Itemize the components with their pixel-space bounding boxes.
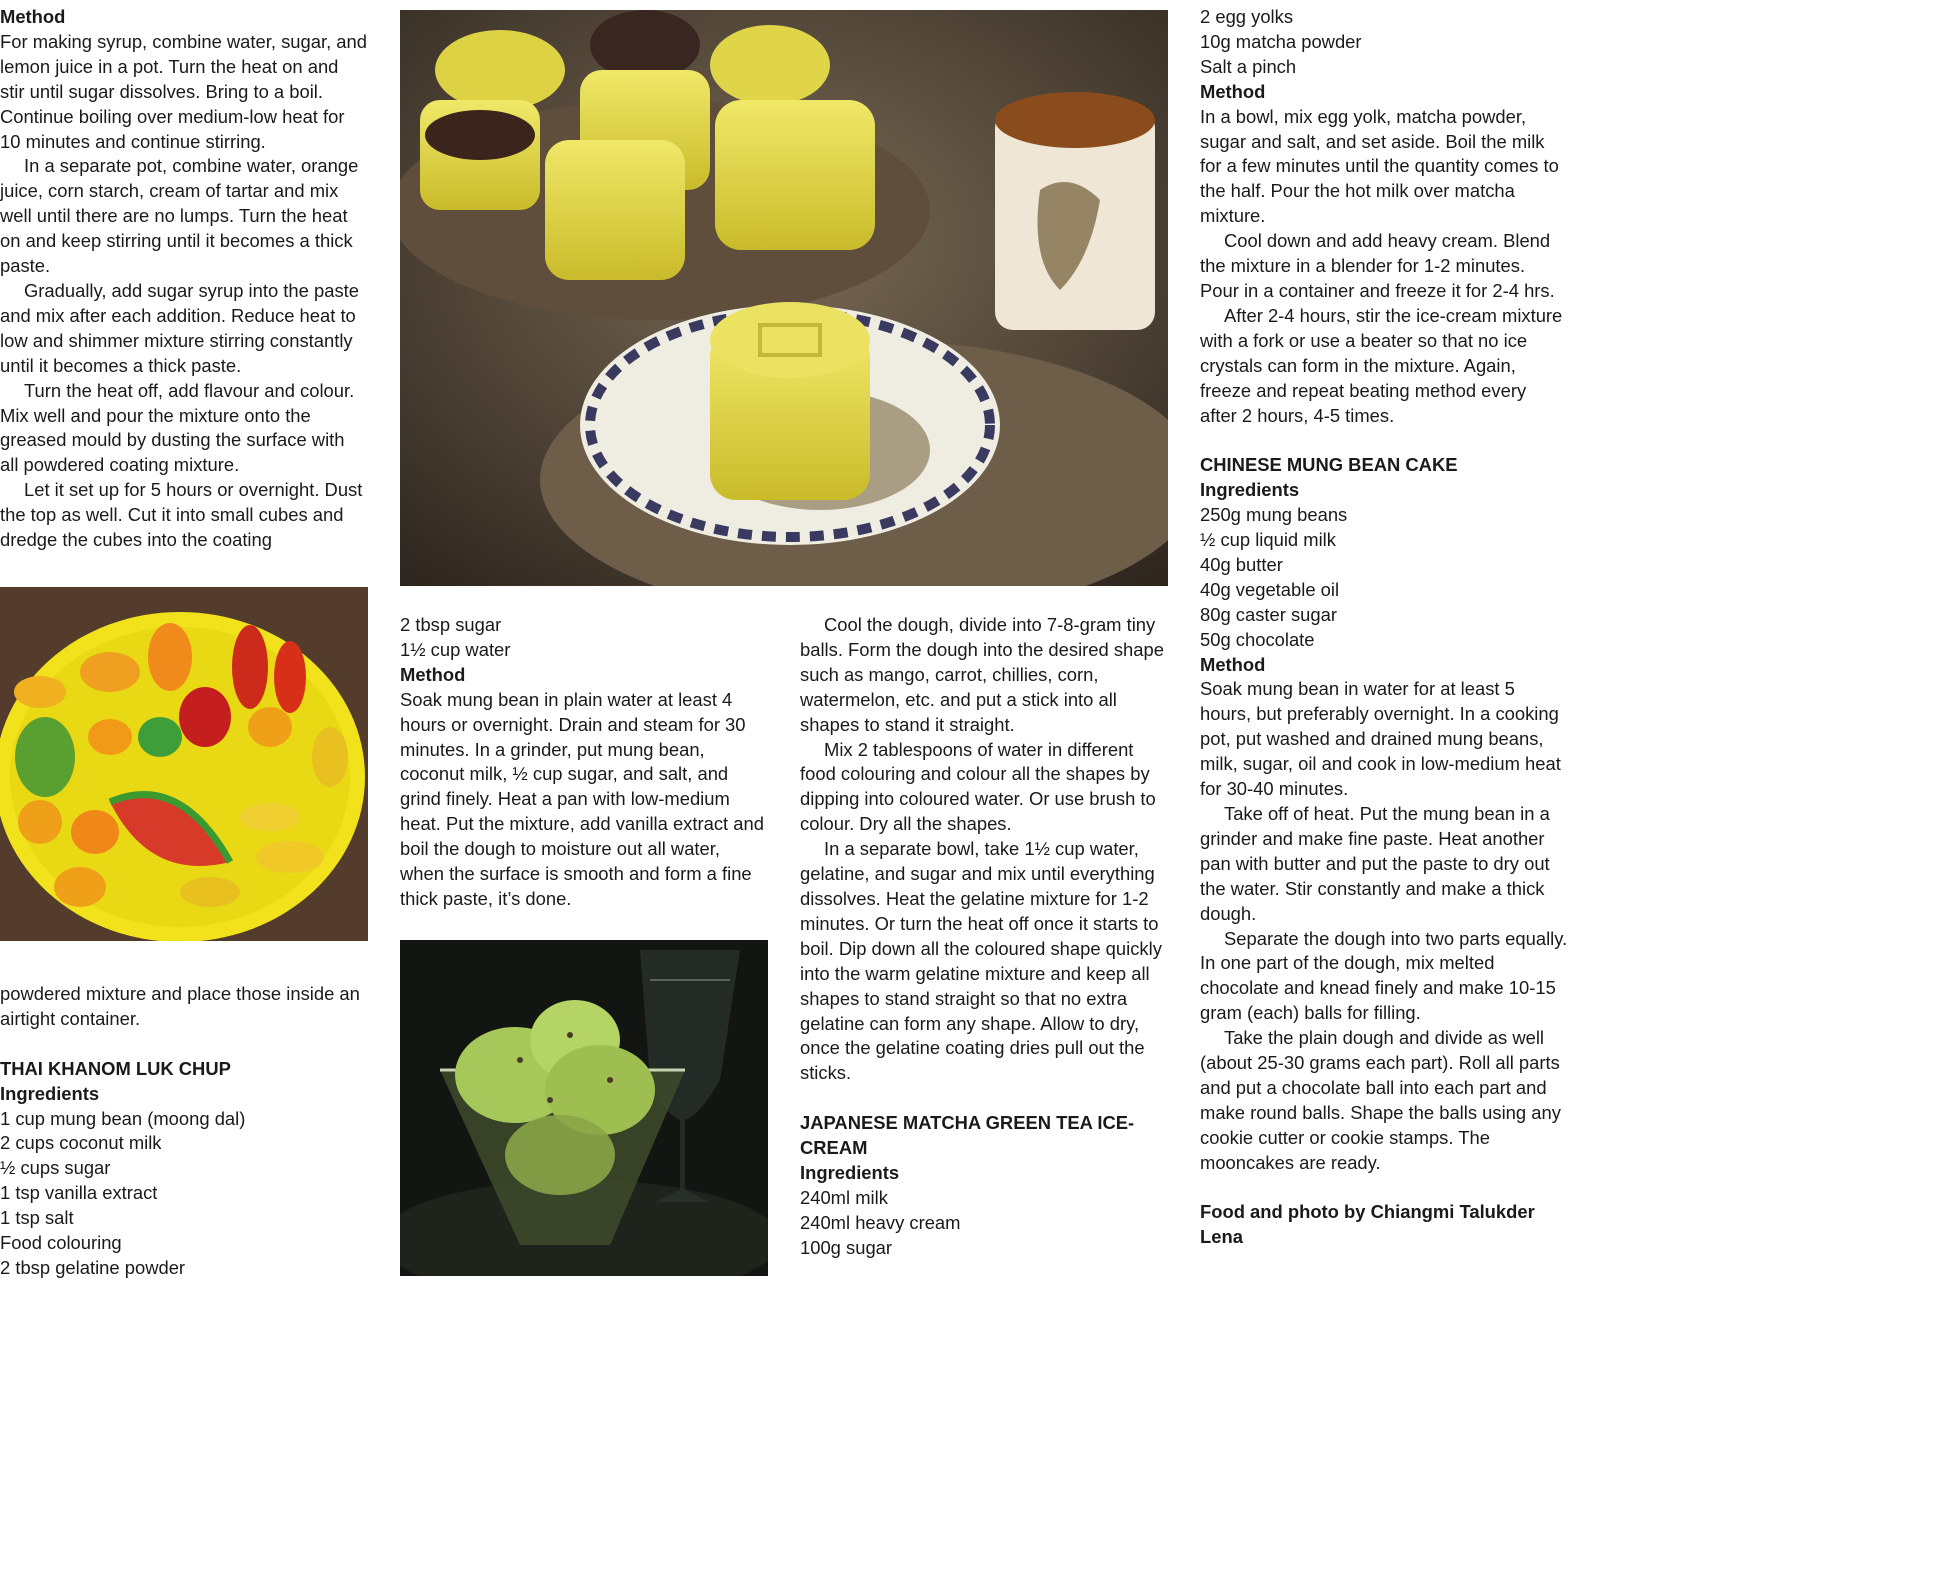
ingredient-line: 1½ cup water [400,638,511,660]
paragraph: In a separate pot, combine water, orange juice, corn starch, cream of tartar and mix well until there are no lumps. Turn the heat on and keep stirring until it becomes a thick paste. [0,155,359,277]
paragraph: Soak mung bean in plain water at least 4 hours or overnight. Drain and steam for 30 minutes. In a grinder, put mung bean, coconut milk, ½ cup sugar, and salt, and grind finely. Heat a pan with low-medium heat. Put the mixture, add vanilla extract and boil the dough to moisture out all water, when the surface is smooth and form a fine thick paste, it’s done. [400,688,764,909]
luk-chup-photo [0,587,368,941]
ingredients-heading: Ingredients [0,1082,100,1104]
ingredient-line: 2 tbsp gelatine powder [0,1256,186,1278]
paragraph: Soak mung bean in water for at least 5 hours, but preferably overnight. In a cooking pot, put washed and drained mung beans, milk, sugar, oil and cook in low-medium heat for 30-40 minutes. [1200,678,1561,800]
ingredient-line: 1 tsp salt [0,1207,74,1229]
ingredient-line: 240ml heavy cream [800,1211,961,1233]
method-heading: Method [0,6,66,27]
col2-text [400,613,768,912]
paragraph: Take off of heat. Put the mung bean in a grinder and make fine paste. Heat another pan with butter and put the paste to dry out the water. Stir constantly and make a thick dough. [1200,802,1550,924]
paragraph: For making syrup, combine water, sugar, and lemon juice in a pot. Turn the heat on and stir until sugar dissolves. Bring to a boil. Continue boiling over medium-low heat for 10 minutes and continue stirring. [0,30,367,152]
matcha-icecream-photo [400,940,768,1276]
paragraph: Turn the heat off, add flavour and colour. Mix well and pour the mixture onto the greased mould by dusting the surface with all powdered coating mixture. [0,379,355,476]
col4-text [1200,5,1568,1250]
ingredient-line: 2 cups coconut milk [0,1132,162,1154]
ingredients-heading: Ingredients [800,1161,900,1183]
paragraph: Mix 2 tablespoons of water in different food colouring and colour all the shapes by dipping into coloured water. Or use brush to colour. Dry all the shapes. [800,738,1156,835]
recipe-title: THAI KHANOM LUK CHUP [0,1057,231,1079]
paragraph: In a separate bowl, take 1½ cup water, gelatine, and sugar and mix until everything dissolves. Heat the gelatine mixture for 1-2 minutes. Or turn the heat off once it starts to boil. Dip down all the coloured shape quickly into the warm gelatine mixture and keep all shapes to stand straight so that no extra gelatine can form any shape. Allow to dry, once the gelatine coating dries pull out the sticks. [800,838,1162,1084]
paragraph: In a bowl, mix egg yolk, matcha powder, sugar and salt, and set aside. Boil the milk for a few minutes until the quantity comes to the half. Pour the hot milk over matcha mixture. [1200,105,1559,227]
ingredient-line: Food colouring [0,1232,122,1254]
mooncake-photo [400,10,1168,586]
ingredient-line: 2 tbsp sugar [400,614,502,635]
col3-text [800,613,1168,1261]
col1-top-text [0,5,368,553]
paragraph: Take the plain dough and divide as well (about 25-30 grams each part). Roll all parts and put a chocolate ball into each part and make round balls. Shape the balls using any cookie cutter or cookie stamps. The mooncakes are ready. [1200,1027,1561,1173]
ingredient-line: 80g caster sugar [1200,603,1337,625]
ingredient-line: Salt a pinch [1200,55,1297,77]
method-heading: Method [1200,653,1266,675]
method-heading: Method [400,663,466,685]
recipe-title: CHINESE MUNG BEAN CAKE [1200,454,1458,476]
paragraph: Gradually, add sugar syrup into the paste and mix after each addition. Reduce heat to low and shimmer mixture stirring constantly until it becomes a thick paste. [0,279,359,376]
col1-bottom-text [0,982,368,1281]
paragraph: Cool down and add heavy cream. Blend the mixture in a blender for 1-2 minutes. Pour in a container and freeze it for 2-4 hrs. [1200,230,1555,301]
paragraph: powdered mixture and place those inside an airtight container. [0,983,360,1029]
ingredient-line: 40g butter [1200,553,1283,575]
paragraph: Separate the dough into two parts equally. In one part of the dough, mix melted chocolate and knead finely and make 10-15 gram (each) balls for filling. [1200,927,1568,1024]
paragraph: After 2-4 hours, stir the ice-cream mixture with a fork or use a beater so that no ice crystals can form in the mixture. Again, freeze and repeat beating method every after 2 hours, 4-5 times. [1200,304,1563,426]
ingredient-line: 40g vegetable oil [1200,578,1340,600]
ingredient-line: 10g matcha powder [1200,30,1362,52]
ingredient-line: 2 egg yolks [1200,6,1294,27]
recipe-title: JAPANESE MATCHA GREEN TEA ICE-CREAM [800,1112,1135,1159]
ingredient-line: 50g chocolate [1200,628,1315,650]
ingredient-line: 250g mung beans [1200,504,1348,526]
ingredient-line: ½ cup liquid milk [1200,529,1336,551]
ingredient-line: 1 tsp vanilla extract [0,1182,158,1204]
ingredient-line: ½ cups sugar [0,1157,111,1179]
ingredient-line: 100g sugar [800,1236,893,1258]
photo-credit: Food and photo by Chiangmi Talukder Lena [1200,1201,1535,1248]
ingredient-line: 240ml milk [800,1186,888,1208]
method-heading: Method [1200,80,1266,102]
paragraph: Let it set up for 5 hours or overnight. Dust the top as well. Cut it into small cubes and dredge the cubes into the coating [0,479,363,551]
ingredients-heading: Ingredients [1200,479,1300,501]
ingredient-line: 1 cup mung bean (moong dal) [0,1107,246,1129]
paragraph: Cool the dough, divide into 7-8-gram tiny balls. Form the dough into the desired shape such as mango, carrot, chillies, corn, watermelon, etc. and put a stick into all shapes to stand it straight. [800,614,1164,735]
